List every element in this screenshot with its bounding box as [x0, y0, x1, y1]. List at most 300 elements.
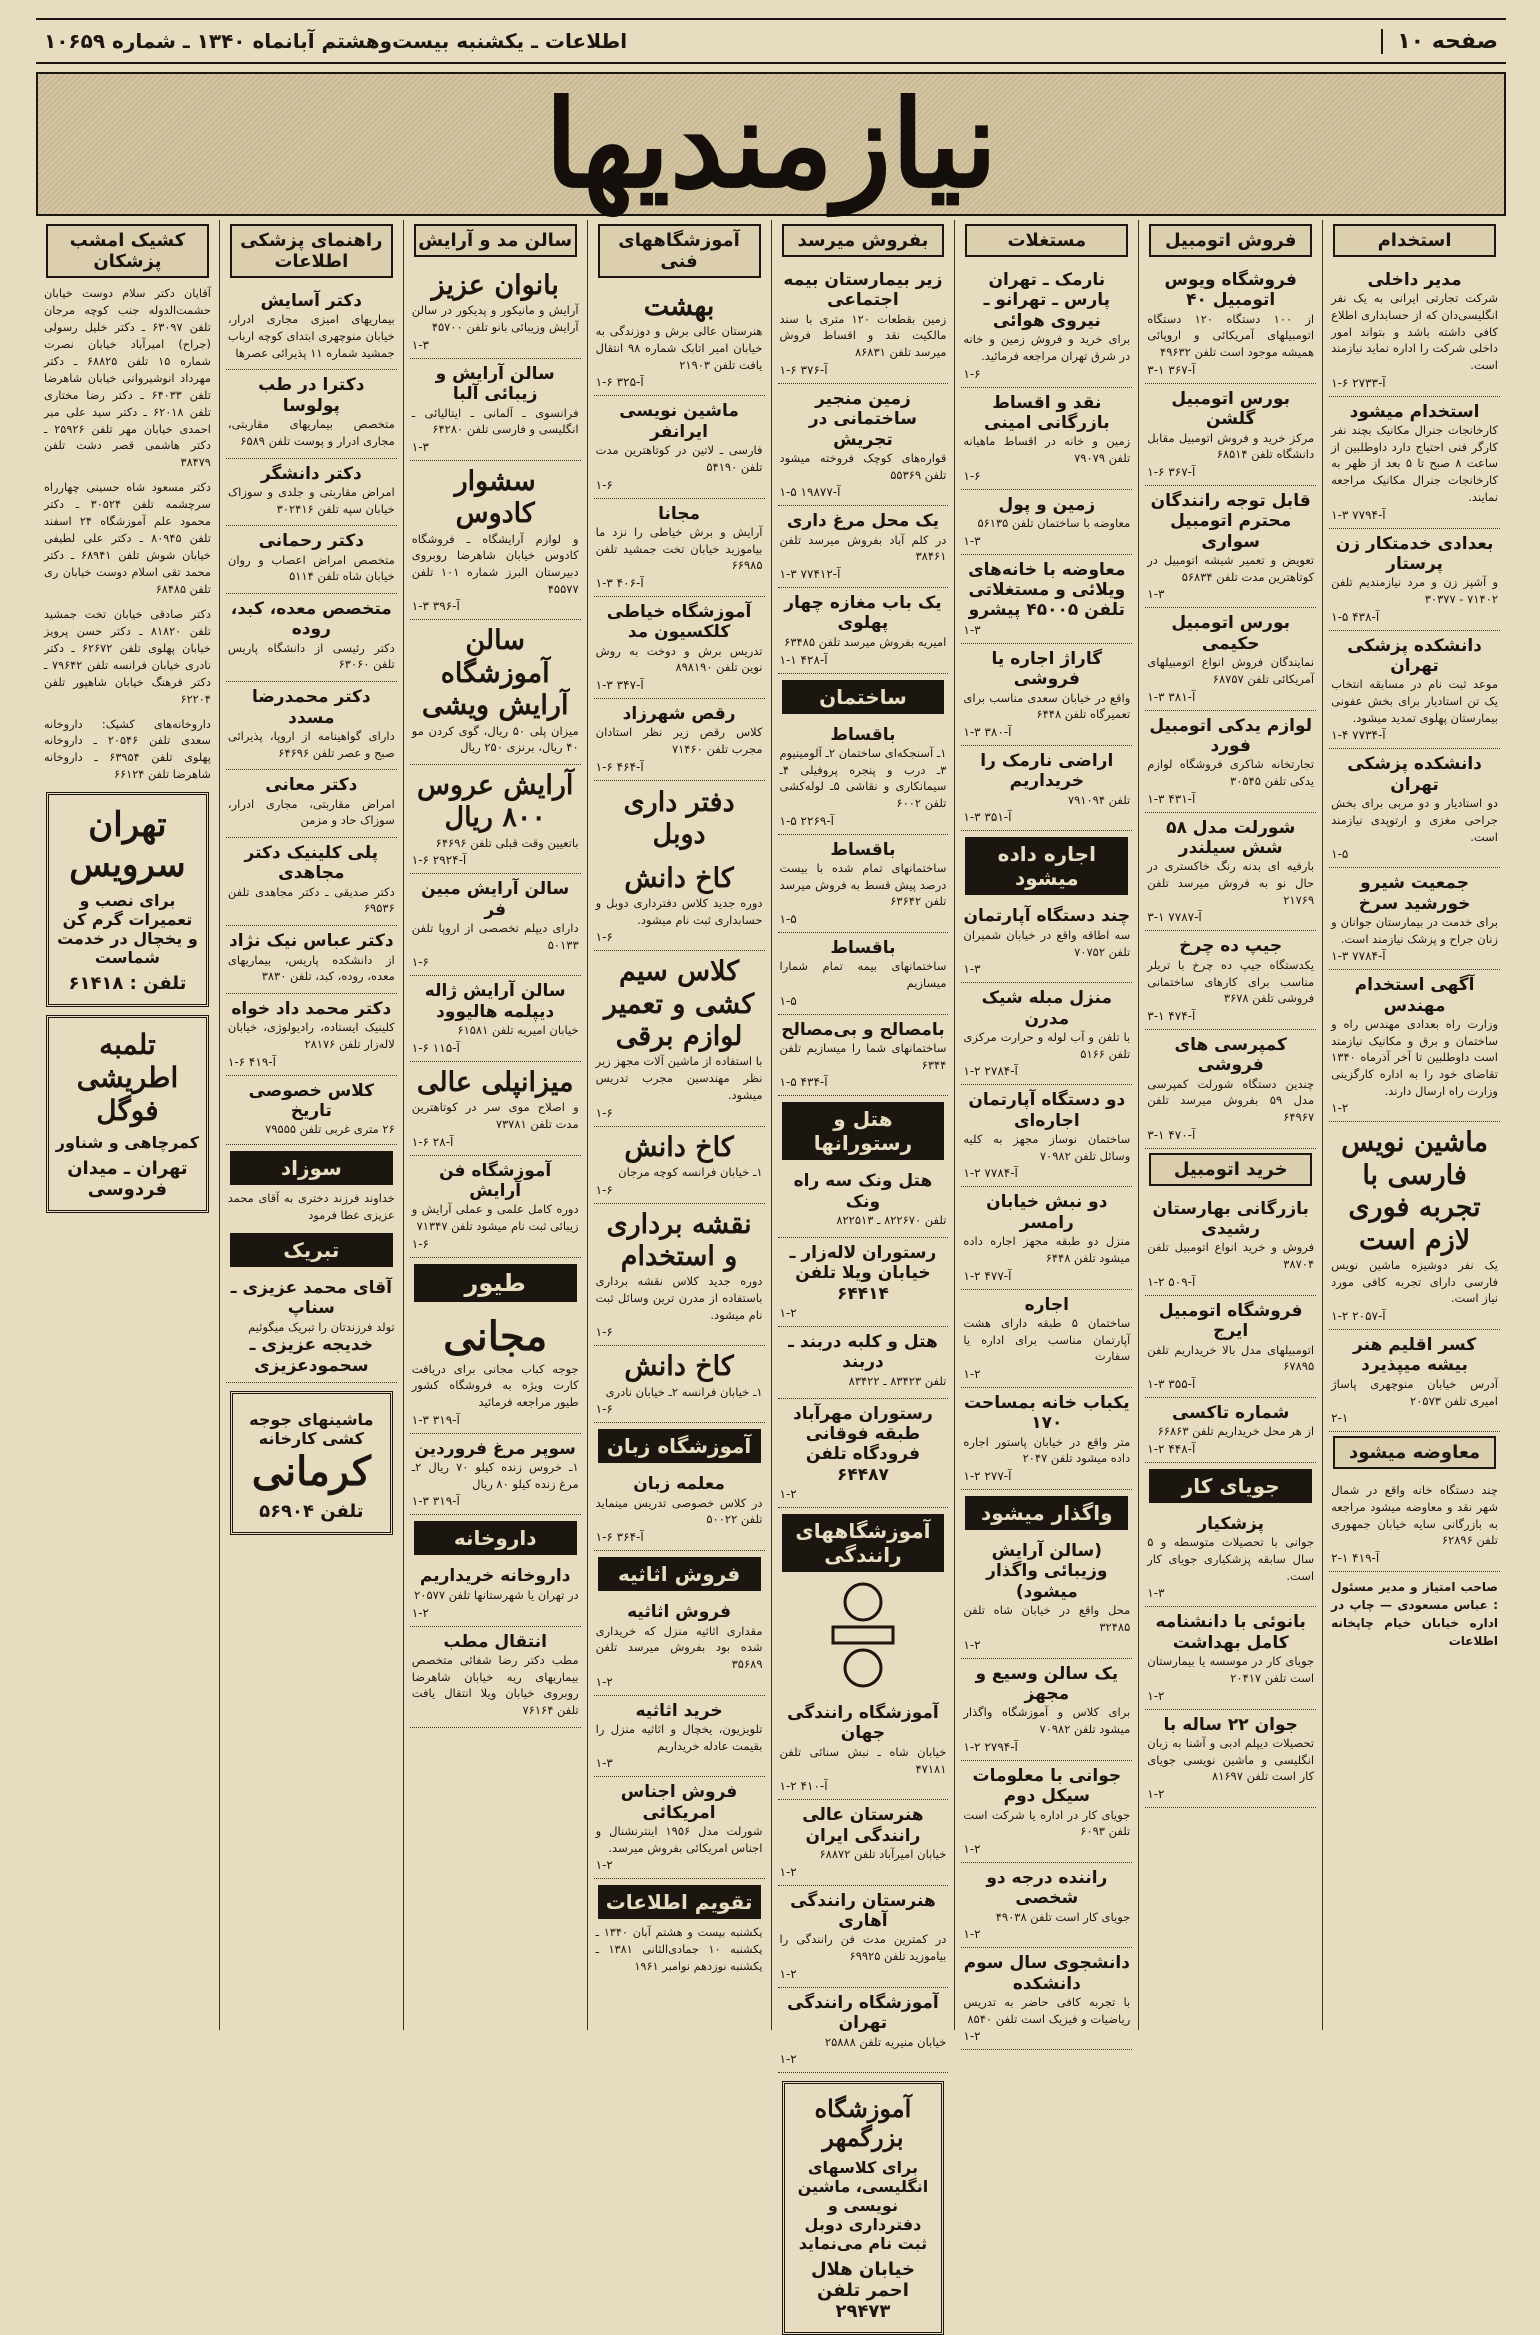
ad-ref: ۱-۴ آ-۷۷۳۴ [1331, 728, 1386, 743]
banner-title: نیازمندیها [544, 73, 998, 215]
ad-title: اجاره [1024, 1294, 1069, 1315]
ad-title: انتقال مطب [443, 1631, 547, 1652]
classified-ad [778, 1988, 949, 2073]
section-heading: جویای کار [1149, 1469, 1312, 1503]
classified-ad [778, 265, 949, 384]
ad-body: دارای گواهینامه از اروپا، پذیرائی صبح و عصر تلفن ۶۴۶۹۶ [227, 728, 395, 760]
classified-ad [1145, 608, 1316, 710]
ad-body: دوره جدید کلاس دفترداری دوبل و حسابداری ثبت نام میشود. [595, 895, 763, 927]
ad-title: بازرگانی بهارستان رشیدی [1152, 1198, 1309, 1240]
ad-ref: ۱-۵ [779, 911, 797, 926]
classified-ad [961, 555, 1132, 644]
ad-title: معلمه زبان [633, 1474, 725, 1495]
ad-body: تدریس برش و دوخت به روش نوین تلفن ۸۹۸۱۹۰ [595, 643, 763, 675]
ad-title: لوازم یدکی اتومبیل فورد [1149, 715, 1313, 756]
column-heading: راهنمای پزشکی اطلاعات [230, 224, 393, 278]
ad-ref: ۱-۵ [779, 993, 797, 1008]
fdage-logo [828, 1580, 898, 1690]
ad-ref: ۱-۳ آ-۳۴۷ [595, 678, 644, 693]
ad-body: ساختمان ۵ طبقه دارای هشت آپارتمان مناسب برای اداره یا سفارت [963, 1315, 1131, 1364]
ad-body: شورلت مدل ۱۹۵۶ اینترنشنال و اجناس امریکائی بفروش میرسد. [595, 1824, 763, 1855]
ad-body: بارفیه ای بدنه رنگ خاکستری در حال نو به فروش میرسد تلفن ۲۱۷۶۹ [1147, 859, 1315, 907]
ad-body: شرکت تجارتی ایرانی به یک نفر انگلیسی‌دان که از حسابداری اطلاع کافی داشته باشد و بتواند امور داخلی شرکت را اداره نماید نیازمند است. [1331, 291, 1498, 373]
ad-ref: ۱-۶ آ-۲۷۳۳ [1331, 375, 1386, 390]
classified-ad [226, 770, 397, 838]
ad-body: جویای کار است تلفن ۴۹۰۳۸ [995, 1909, 1131, 1924]
listing-text: دکتر مسعود شاه حسینی چهارراه سرچشمه تلفن ۳۰۵۲۴ ـ دکتر محمود علم آموزشگاه ۲۴ اسفند تلفن ۸۰۹۴۵ ـ دکتر علی لطیفی خیابان شوش تلفن ۶۸۹۴۱ ـ دکتر محمد تقی اسلام دوست خیابان ری تلفن ۶۸۴۸۵ [44, 481, 211, 596]
ad-body: آرایش و برش خیاطی را نزد ما بیاموزید خیابان تخت جمشید تلفن ۶۶۹۸۵ [595, 524, 763, 573]
ad-ref: ۱-۲ [779, 1966, 797, 1981]
ad-body: چندین دستگاه شورلت کمپرسی مدل ۵۹ بفروش میرسد تلفن ۶۴۹۶۷ [1147, 1076, 1315, 1125]
display-ad-contact: خیابان هلال احمر تلفن ۲۹۴۷۳ [810, 2259, 915, 2323]
ad-body: آرایش و مانیکور و پدیکور در سالن آرایش وزیبائی بانو تلفن ۴۵۷۰۰ [411, 303, 579, 335]
ad-ref: ۲-۱ [1331, 1411, 1349, 1426]
classified-ad [410, 1308, 581, 1434]
ad-ref: ۱-۲ آ-۷۷۸۴ [963, 1166, 1018, 1181]
newspaper-page [36, 18, 1506, 2323]
ad-ref: ۱-۲ آ-۴۱۰ [779, 1779, 828, 1794]
ad-body: از ۱۰۰ دستگاه ۱۲۰ دستگاه اتومبیلهای آمریکائی و اروپائی همیشه موجود است تلفن ۴۹۶۳۲ [1147, 311, 1315, 360]
ad-title: کاخ دانش [624, 1131, 734, 1163]
section-heading: فروش اثاثیه [598, 1557, 761, 1591]
ad-body: ۱ـ خیابان فرانسه کوچه مرجان [618, 1164, 763, 1179]
display-ad-subtitle: برای نصب و تعمیرات گرم کن و یخچال در خدمت شماست [57, 891, 198, 968]
classified-ad [1145, 1398, 1316, 1463]
section-heading: داروخانه [414, 1521, 577, 1555]
ad-body: یکدستگاه جیپ ده چرخ با تریلر مناسب برای کارهای ساختمانی فروشی تلفن ۳۶۷۸ [1147, 957, 1315, 1006]
classified-ad [1145, 1194, 1316, 1296]
ad-body: دکتر رئیسی از دانشگاه پاریس تلفن ۶۳۰۶۰ [227, 640, 395, 672]
ad-ref: ۱-۳ [963, 533, 981, 548]
ad-body: تحصیلات دیپلم ادبی و آشنا به زبان انگلیسی و ماشین نویسی جویای کار است تلفن ۸۱۶۹۷ [1147, 1735, 1315, 1784]
ad-ref: ۱-۳ [963, 622, 981, 637]
ad-body: برای خرید و فروش زمین و خانه در شرق تهران مراجعه فرمائید. [963, 332, 1131, 363]
ad-title: زیر بیمارستان بیمه اجتماعی [783, 270, 943, 311]
classified-ad [1145, 265, 1316, 384]
ad-body: تلفن ۸۲۲۶۷۰ ـ ۸۲۲۵۱۳ [836, 1213, 947, 1228]
display-ad-subtitle: ماشینهای جوجه کشی کارخانه [249, 1410, 374, 1449]
ad-body: مطب دکتر رضا شفائی متخصص بیماریهای ریه خیابان شاهرضا روبروی خیابان ویلا انتقال یافت تلفن ۷۶۱۶۴ [411, 1652, 579, 1717]
ad-title: یک سالن وسیع و مجهز [975, 1663, 1119, 1704]
classified-ad [961, 1948, 1132, 2050]
classified-ad [594, 1597, 765, 1695]
ad-ref: ۱-۳ آ-۳۱۹ [411, 1494, 460, 1509]
classified-ad [961, 983, 1132, 1085]
ad-body: کلاس رقص زیر نظر استادان مجرب تلفن ۷۱۴۶۰ [595, 725, 763, 757]
ad-body: از دانشکده پاریس، بیماریهای معده، روده، کبد، تلفن ۳۸۳۰ [227, 952, 395, 984]
classified-ad [594, 286, 765, 396]
ad-title: دکتر معانی [265, 775, 358, 796]
display-ad-tehran-service [46, 792, 209, 1007]
ad-body: میزان پلی ۵۰ ریال، گوی کردن مو ۴۰ ریال، برنزی ۲۵۰ ریال [411, 723, 579, 755]
ad-title: دکتر رحمانی [258, 531, 365, 552]
classified-ad [778, 1327, 949, 1398]
classified-ad [778, 720, 949, 835]
ad-title: نقد و اقساط بازرگانی امینی [984, 392, 1110, 433]
classified-ad [226, 459, 397, 527]
ad-ref: ۱-۶ آ-۳۶۴ [595, 1530, 644, 1545]
classified-ad [410, 1627, 581, 1728]
ad-title: پلی کلینیک دکتر مجاهدی [244, 842, 379, 884]
ad-title: سشوار کادوس [454, 465, 536, 530]
ad-body: با تجربه کافی حاضر به تدریس ریاضیات و فیزیک است تلفن ۸۵۴۰ [963, 1995, 1131, 2026]
section-heading: ساختمان [782, 680, 945, 714]
classified-ad [410, 874, 581, 976]
ad-body: ساختمانهای شما را میسازیم تلفن ۶۳۴۴ [779, 1041, 947, 1072]
ad-ref: ۱-۲ [963, 1637, 981, 1652]
ad-title: شماره تاکسی [1171, 1402, 1290, 1423]
ad-title: دکتر محمدرضا مسدد [251, 687, 371, 728]
classified-ad [594, 951, 765, 1126]
issue-info: اطلاعات ـ یکشنبه بیست‌وهشتم آبانماه ۱۳۴۰ ـ شماره ۱۰۶۵۹ [44, 29, 628, 53]
ad-ref: ۱-۶ آ-۳۷۶ [779, 362, 828, 377]
ad-title: هنرستان رانندگی آهاری [790, 1890, 936, 1932]
column-beauty-salons [403, 220, 587, 2030]
classified-ad [961, 1290, 1132, 1388]
ad-title: داروخانه خریداریم [419, 1566, 571, 1587]
ad-body: و لوازم آرایشگاه ـ فروشگاه کادوس خیابان شاهرضا روبروی دبیرستان البرز شماره ۱۰۱ تلفن ۴۵۵۷۷ [411, 531, 579, 596]
column-heading: استخدام [1333, 224, 1496, 257]
ad-body: ساختمانهای بیمه تمام شمارا میسازیم [779, 959, 947, 991]
ad-body: در کمترین مدت فن رانندگی را بیاموزید تلفن ۶۹۹۲۵ [779, 1932, 947, 1964]
ad-ref: ۱-۶ آ-۲۸ [411, 1134, 454, 1149]
ad-body: محل واقع در خیابان شاه تلفن ۳۲۴۸۵ [963, 1603, 1131, 1634]
display-ad-subtitle: کمرچاهی و شناور [55, 1133, 200, 1153]
ad-ref: ۱-۲ [963, 1927, 981, 1942]
ad-body: تجارتخانه شاکری فروشگاه لوازم یدکی تلفن ۳۰۵۴۵ [1147, 757, 1315, 789]
ad-title: باقساط [830, 724, 896, 745]
ad-body: زمین بقطعات ۱۲۰ متری با سند مالکیت نقد و اقساط فروش میرسد تلفن ۸۶۸۳۱ [779, 311, 947, 360]
classified-ad [778, 1886, 949, 1988]
ad-body: برای کلاس و آموزشگاه واگذار میشود تلفن ۷۰۹۸۲ [963, 1705, 1131, 1737]
column-heading: مستغلات [965, 224, 1128, 257]
ad-body: و آشپز زن و مرد نیازمندیم تلفن ۷۱۴۰۲ - ۳۰۳۷۷ [1331, 575, 1498, 606]
ad-body: جویای کار در موسسه یا بیمارستان است تلفن ۲۰۴۱۷ [1147, 1654, 1315, 1685]
ad-title: آقای محمد عزیزی ـ سناپ [230, 1277, 392, 1319]
classified-ad [1329, 868, 1500, 970]
classified-ad [1145, 931, 1316, 1029]
top-info-bar [36, 18, 1506, 64]
ad-ref: ۱-۳ آ-۳۵۵ [1147, 1376, 1196, 1391]
ad-ref: ۱-۵ آ-۲۲۶۹ [779, 813, 834, 828]
ad-body: دو استادیار و دو مربی برای بخش جراحی مغزی و ارتوپدی نیازمند است. [1331, 796, 1498, 844]
ad-ref: ۱-۳ [411, 337, 429, 352]
ad-body: متر واقع در خیابان پاستور اجاره داده میشود تلفن ۲۰۴۷ [963, 1434, 1131, 1466]
classified-ad [226, 1076, 397, 1145]
classified-ad [778, 506, 949, 588]
ad-title: دکتر آسایش [260, 291, 362, 311]
ad-ref: ۱-۲ [779, 1864, 797, 1879]
ad-title: جوانی با معلومات سیکل دوم [972, 1765, 1122, 1807]
ad-title: مجانا [658, 503, 701, 524]
classified-ad [778, 835, 949, 933]
display-ad-contact: تلفن ۵۶۹۰۴ [259, 1501, 364, 1523]
display-ad-title: تهران سرویس [69, 805, 186, 886]
ad-ref: ۱-۵ آ-۱۹۸۷۷ [779, 485, 841, 500]
classified-ad [594, 1777, 765, 1879]
classified-ad [1329, 1477, 1500, 1572]
ad-body: اتومبیلهای مدل بالا خریداریم تلفن ۶۷۸۹۵ [1147, 1342, 1315, 1374]
classified-ad [226, 926, 397, 994]
classified-ad [594, 499, 765, 597]
ad-title: کلاس خصوصی تاریخ [248, 1080, 375, 1121]
classified-ad [961, 746, 1132, 831]
ad-body: تلفن ۷۹۱۰۹۴ [1067, 792, 1131, 807]
ad-ref: ۱-۵ آ-۴۳۴ [779, 1075, 828, 1090]
ad-signature: خدیجه عزیزی ـ سحمودعزیزی [249, 1335, 374, 1376]
ad-ref: ۱-۲ [779, 2052, 797, 2067]
ad-body: دوره جدید کلاس نقشه برداری باستفاده از مدرن ترین وسائل ثبت نام میشود. [595, 1274, 763, 1322]
ad-body: جوجه کباب مجانی برای دریافت کارت ویژه به فروشگاه کشور طیور مراجعه فرمائید [411, 1361, 579, 1410]
classified-ad [1145, 384, 1316, 486]
ad-title: اراضی نارمک را خریداریم [980, 751, 1114, 792]
ad-ref: ۱-۲ [595, 1858, 613, 1873]
ad-ref: ۳-۱ آ-۴۷۴ [1147, 1008, 1196, 1023]
ad-title: دو دستگاه آپارتمان اجاره‌ای [968, 1090, 1126, 1131]
ad-body: باتعیین وقت قبلی تلفن ۶۴۶۹۶ [435, 835, 579, 850]
ad-title: آگهی استخدام مهندس [1354, 975, 1475, 1016]
ad-body: موعد ثبت نام در مسابقه انتخاب یک تن استادیار برای بخش عفونی بیمارستان پهلوی تمدید میشود. [1331, 677, 1498, 725]
calendar-text: یکشنبه بیست و هشتم آبان ۱۳۴۰ ـ یکشنبه ۱۰ جمادی‌الثانی ۱۳۸۱ ـ یکشنبه نوزدهم نوامبر ۱۹۶۱ [595, 1926, 763, 1974]
ad-title: کمپرسی های فروشی [1174, 1034, 1287, 1076]
classified-ad [226, 286, 397, 370]
classified-ad [594, 1469, 765, 1551]
ad-title: بعدادی خدمتکار زن پرستار [1335, 533, 1494, 574]
ad-title: دانشکده پزشکی تهران [1347, 635, 1482, 677]
ad-body: امراض مقاربتی، مجاری ادرار، سوزاک حاد و مزمن [227, 796, 395, 828]
section-heading: آموزشگاههای رانندگی [782, 1514, 945, 1572]
ad-title: دکتر دانشگر [260, 463, 362, 484]
classified-ad [1329, 265, 1500, 397]
ad-title: کسر اقلیم هنر بیشه میپذیرد [1353, 1335, 1477, 1376]
ad-title: باقساط [830, 937, 896, 958]
column-car-sales [1138, 220, 1322, 2030]
ad-title: یکباب خانه بمساحت ۱۷۰ [964, 1392, 1130, 1434]
ad-ref: ۱-۲ آ-۵۰۹ [1147, 1274, 1196, 1289]
ad-ref: ۱-۶ [595, 477, 613, 492]
ad-body: مرکز خرید و فروش اتومبیل مقابل دانشگاه تلفن ۶۸۵۱۴ [1147, 430, 1315, 462]
classified-ad [1145, 1509, 1316, 1607]
ad-title: بانوئی با دانشنامه کامل بهداشت [1155, 1612, 1306, 1653]
classified-ad [961, 1659, 1132, 1761]
classified-ad [961, 1187, 1132, 1289]
ad-ref: ۱-۶ آ-۴۶۴ [595, 759, 644, 774]
ad-body: متخصص بیماریهای مقاربتی، مجاری ادرار و پوست تلفن ۶۵۸۹ [227, 417, 395, 448]
section-heading: تقویم اطلاعات [598, 1885, 761, 1919]
ad-ref: ۱-۲ [1147, 1688, 1165, 1703]
ad-ref: ۱-۲ [963, 2029, 981, 2044]
ad-title: قابل توجه رانندگان محترم اتومبیل سواری [1150, 490, 1311, 552]
ad-title: آموزشگاه رانندگی تهران [787, 1992, 939, 2034]
ad-title: سوپر مرغ فروردین [414, 1438, 576, 1459]
ad-title: خرید اثاثیه [635, 1700, 723, 1721]
ad-body: خیابان امیرآباد تلفن ۶۸۸۷۲ [819, 1847, 947, 1861]
ad-title: دکتر محمد داد خواه [231, 998, 392, 1019]
column-heading: کشیک امشب پزشکان [46, 224, 209, 278]
classified-ad [1145, 1710, 1316, 1808]
ad-ref: ۱-۶ [595, 930, 613, 945]
ad-ref: ۱-۲ [1331, 1101, 1349, 1116]
classified-ad [594, 396, 765, 498]
ad-body: با تلفن و آب لوله و حرارت مرکزی تلفن ۵۱۶۶ [963, 1029, 1131, 1061]
classified-ad [594, 699, 765, 781]
ad-body: هنرستان عالی برش و دوزندگی به خیابان امیر اتابک شماره ۹۸ انتقال یافت تلفن ۲۱۹۰۳ [595, 324, 763, 372]
ad-title: (سالن آرایش وزیبائی واگذار میشود) [986, 1541, 1108, 1602]
classified-ad [961, 1388, 1132, 1490]
listing-text: دکتر صادقی خیابان تخت جمشید تلفن ۸۱۸۲۰ ـ دکتر حسن پرویز خیابان پهلوی تلفن ۶۲۶۷۲ ـ دکتر نادری خیابان فرانسه تلفن ۷۹۶۴۲ ـ دکتر فرهنگ خیابان شاهپور تلفن ۶۲۲۰۴ [44, 607, 211, 706]
classified-ad [778, 1015, 949, 1097]
ad-ref: ۱-۵ [1331, 847, 1349, 862]
ad-ref: ۱-۶ [411, 955, 429, 970]
ad-ref: ۱-۶ آ-۴۱۹ [227, 1054, 276, 1069]
ad-title: شورلت مدل ۵۸ شش سیلندر [1166, 817, 1296, 859]
ad-ref: ۱-۵ آ-۴۳۸ [1331, 609, 1380, 624]
display-ad-title: کرمانی [251, 1448, 371, 1496]
ad-title: مجانی [443, 1312, 548, 1360]
ad-title: منزل مبله شیک مدرن [981, 988, 1113, 1029]
display-ad-contact: تهران ـ میدان فردوسی [67, 1158, 188, 1201]
classified-ad [226, 370, 397, 458]
ad-ref: ۱-۲ [411, 1605, 429, 1620]
ad-ref: ۱-۶ [963, 366, 981, 381]
classified-ad [594, 1696, 765, 1778]
classified-ad [1329, 1330, 1500, 1432]
column-for-sale [771, 220, 955, 2323]
ad-title: فروشگاه اتومبیل ایرج [1158, 1300, 1303, 1342]
column-doctors-on-call [36, 220, 219, 2030]
ad-ref: ۱-۳ [1147, 587, 1165, 602]
ad-body: فرانسوی ـ آلمانی ـ ایتالیائی ـ انگلیسی و فارسی تلفن ۶۴۲۸۰ [411, 405, 579, 437]
display-ad-contact: تلفن : ۶۱۴۱۸ [68, 973, 187, 995]
classified-ad [961, 1085, 1132, 1187]
ad-body: تعویض و تعمیر شیشه اتومبیل در کوتاهترین مدت تلفن ۵۶۸۳۴ [1147, 553, 1315, 584]
ad-ref: ۱-۶ آ-۲۹۲۴ [411, 853, 467, 868]
ad-body: دارای دیپلم تخصصی از اروپا تلفن ۵۰۱۳۳ [411, 921, 579, 952]
ad-body: مقداری اثاثیه منزل که خریداری شده بود بفروش میرسد تلفن ۳۵۶۸۹ [595, 1623, 763, 1671]
ad-title: راننده درجه دو شخصی [986, 1867, 1108, 1909]
classified-ad [778, 1399, 949, 1509]
ad-body: دوره کامل علمی و عملی آرایش و زیبائی ثبت نام میشود تلفن ۷۱۳۴۷ [411, 1202, 579, 1234]
display-ad-title: آموزشگاه بزرگمهر [814, 2094, 912, 2153]
column-technical-schools [587, 220, 771, 2030]
classified-ad [410, 359, 581, 461]
ad-body: چند دستگاه خانه واقع در شمال شهر نقد و معاوضه میشود مراجعه به بازرگانی سایه خیابان جمهوری تلفن ۶۲۸۹۶ [1331, 1483, 1498, 1548]
ad-ref: ۲-۱ آ-۴۱۹ [1331, 1550, 1380, 1565]
classified-ad [410, 620, 581, 765]
ad-body: خیابان شاه ـ نبش سنائی تلفن ۴۷۱۸۱ [779, 1744, 947, 1776]
ad-ref: ۱-۳ آ-۷۷۸۴ [1331, 949, 1386, 964]
ad-title: فروش اثاثیه [627, 1602, 731, 1623]
display-ad-subtitle: برای کلاسهای انگلیسی، ماشین نویسی و دفترداری دوبل ثبت نام می‌نماید [797, 2158, 929, 2254]
fdage-logo-icon [828, 1580, 898, 1690]
ad-body: ساختمان نوساز مجهز به کلیه وسائل تلفن ۷۰۹۸۲ [963, 1132, 1131, 1163]
classified-ad [594, 597, 765, 699]
classified-ad [961, 1761, 1132, 1863]
ad-ref: ۱-۶ آ-۱۱۵ [411, 1040, 460, 1055]
ad-title: بهشت [643, 291, 715, 322]
ad-ref: ۳-۱ آ-۳۶۷ [1147, 362, 1196, 377]
ad-ref: ۱-۳ آ-۷۷۴۱۲ [779, 567, 841, 582]
display-ad-vogel-pump [46, 1015, 209, 1213]
classified-ad [226, 594, 397, 682]
ad-title: چند دستگاه آپارتمان [963, 906, 1131, 927]
ad-ref: ۱-۳ آ-۷۷۹۴ [1331, 507, 1386, 522]
display-ad-title: تلمبه اطریشی فوگل [76, 1028, 179, 1128]
ad-ref: ۱-۳ آ-۳۱۹ [411, 1412, 460, 1427]
ad-title: بانوان عزیز [431, 270, 559, 301]
ad-ref: ۱-۶ آ-۳۲۵ [595, 375, 644, 390]
classified-ad [1145, 1607, 1316, 1709]
ad-body: معاوضه با ساختمان تلفن ۵۶۱۳۵ [977, 516, 1131, 531]
section-heading: معاوضه میشود [1333, 1436, 1496, 1469]
classified-ad [961, 388, 1132, 490]
ad-body: ۱ـ آسنجکه‌ای ساختمان ۲ـ آلومینیوم ۳ـ درب و پنجره پروفیلی ۴ـ سیمانکاری و نقاشی ۵ـ لوله‌کشی تلفن ۶۰۰۲ [779, 745, 947, 810]
ad-body: کارخانجات جنرال مکانیک بچند نفر کارگر فنی احتیاج دارد داوطلبین از ساعت ۸ صبح تا ۵ بعد از ظهر به کارخانجات جنرال مکانیک مراجعه نمایند. [1331, 423, 1498, 504]
ad-title: فروش اجناس امریکائی [620, 1782, 738, 1823]
ad-title: دکتر عباس نیک نژاد [229, 931, 394, 952]
classified-ad [1145, 1296, 1316, 1398]
ad-body: ساختمانهای تمام شده با بیست درصد پیش قسط به فروش میرسد تلفن ۶۳۶۴۲ [779, 860, 947, 909]
classified-ad [410, 1062, 581, 1156]
classified-ad [961, 490, 1132, 555]
ad-ref: ۱-۶ [411, 1236, 429, 1251]
ad-title: دو نبش خیابان رامسر [986, 1192, 1108, 1233]
classified-ad [226, 526, 397, 594]
column-real-estate [954, 220, 1138, 2044]
ad-body: زمین و خانه در اقساط ماهیانه تلفن ۷۹۰۷۹ [963, 434, 1131, 465]
classified-ad [778, 1800, 949, 1885]
ad-title: هتل و کلبه دربند ـ دربند [788, 1332, 938, 1373]
ad-body: جویای کار در اداره یا شرکت است تلفن ۶۰۹۳ [963, 1807, 1131, 1839]
classified-ad [961, 644, 1132, 746]
classified-ad [226, 838, 397, 926]
page-number: صفحه ۱۰ [1381, 29, 1498, 54]
classified-ad [778, 933, 949, 1015]
ad-body: تلویزیون، یخچال و اثاثیه منزل را بقیمت عادله خریداریم [595, 1721, 763, 1753]
ad-ref: ۱-۲ آ-۲۷۸۴ [963, 1064, 1018, 1079]
ad-body: ۲۶ متری غربی تلفن ۷۹۵۵۵ [265, 1122, 395, 1137]
classified-ad [778, 1698, 949, 1800]
notice-text: خداوند فرزند دختری به آقای محمد عزیزی عطا فرمود [227, 1192, 395, 1222]
ad-body: متخصص امراض اعصاب و روان خیابان شاه تلفن ۵۱۱۴ [227, 552, 395, 584]
ad-ref: ۱-۳ [411, 439, 429, 454]
ad-body: از هر محل خریداریم تلفن ۶۶۸۶۳ [1157, 1424, 1315, 1439]
ad-title: ماشین نویسی ایرانفر [619, 401, 739, 442]
ad-body: تولد فرزندتان را تبریک میگوئیم [248, 1319, 395, 1334]
ad-ref: ۱-۳ [963, 962, 981, 977]
ad-body: خیابان منیریه تلفن ۲۵۸۸۸ [824, 2034, 947, 2049]
listing-text: داروخانه‌های کشیک: داروخانه سعدی تلفن ۲۰۵۴۶ ـ داروخانه پهلوی تلفن ۶۳۹۵۴ ـ داروخانه شاهرضا تلفن ۶۶۱۲۴ [44, 717, 211, 782]
ad-title: جمعیت شیرو خورشید سرخ [1358, 873, 1471, 914]
ad-ref: ۱-۲ [1147, 1786, 1165, 1801]
ad-body: ۱ـ خیابان فرانسه ۲ـ خیابان نادری [605, 1384, 763, 1399]
ad-ref: ۱-۳ آ-۴۳۱ [1147, 791, 1196, 806]
ad-ref: ۱-۲ [779, 1306, 797, 1321]
classified-ad [1329, 631, 1500, 750]
ad-title: آموزشگاه خیاطی کلکسیون مد [606, 601, 752, 643]
ad-body: سه اطاقه واقع در خیابان شمیران تلفن ۷۰۷۵۲ [963, 927, 1131, 959]
classified-ad [961, 901, 1132, 983]
section-heading: طیور [414, 1264, 577, 1302]
classified-ad [1329, 970, 1500, 1122]
ad-body: امیریه بفروش میرسد تلفن ۶۳۴۸۵ [784, 634, 947, 649]
ad-title: زمین منجیر ساختمانی در تجریش [808, 388, 917, 450]
ad-title: میزانپلی عالی [416, 1066, 574, 1098]
column-heading: فروش اتومبیل [1149, 224, 1312, 257]
ad-body: وزارت راه بعدادی مهندس راه و ساختمان و برق و مکانیک نیازمند است داوطلبین تا آخر آذرماه ۱۳۴۰ تقاضای خود را به اداره کارگزینی وزارت راه ارسال دارند. [1331, 1017, 1498, 1098]
ad-ref: ۱-۶ [595, 1325, 613, 1340]
classified-ad [410, 976, 581, 1061]
